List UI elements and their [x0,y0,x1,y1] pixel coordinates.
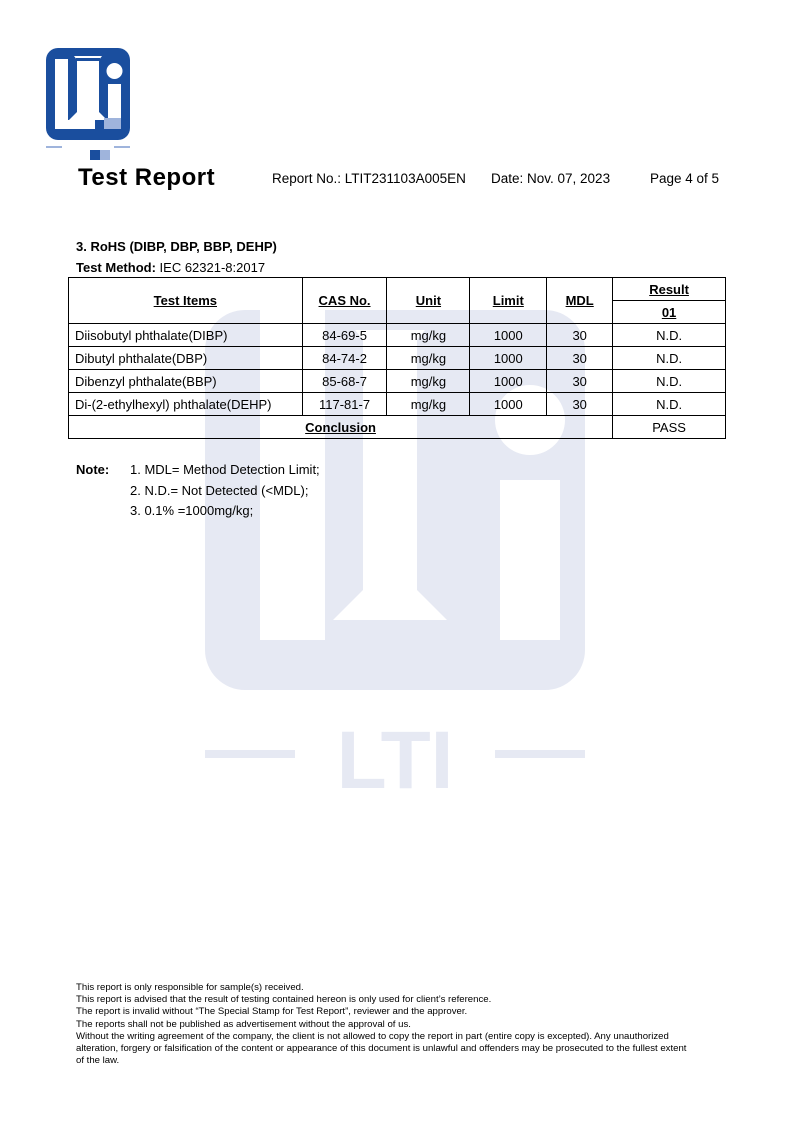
cell-cas: 85-68-7 [302,370,387,393]
table-header-row [69,278,726,301]
report-number: Report No.: LTIT231103A005EN [272,171,466,186]
cell-mdl: 30 [547,393,613,416]
svg-text:LTI: LTI [336,715,454,790]
test-method-label: Test Method: [76,260,156,275]
cell-result: N.D. [613,347,726,370]
cell-item: Di-(2-ethylhexyl) phthalate(DEHP) [69,393,303,416]
footer-line: Without the writing agreement of the company, the client is not allowed to copy the report in part (entire copy is excepted). Any unauthorized alteration, forgery or falsification of the content or appearance of this document is unlawful and offenders may be prosecuted to the fullest extent of the law. [76,1030,687,1067]
cell-cas: 84-74-2 [302,347,387,370]
notes-label: Note: [76,462,110,477]
header-result-sample: 01 [613,301,726,324]
footer-line: The report is invalid without “The Special Stamp for Test Report”, reviewer and the approver. [76,1006,468,1018]
cell-limit: 1000 [470,393,547,416]
conclusion-row [69,416,726,439]
header-limit: Limit [470,278,547,324]
header-unit: Unit [387,278,470,324]
cell-item: Dibenzyl phthalate(BBP) [69,370,303,393]
section-title: 3. RoHS (DIBP, DBP, BBP, DEHP) [76,239,277,254]
page-number: Page 4 of 5 [650,171,720,186]
table-row [69,324,726,347]
cell-result: N.D. [613,393,726,416]
conclusion-label: Conclusion [69,416,613,439]
report-title: Test Report [78,164,216,191]
cell-result: N.D. [613,324,726,347]
cell-mdl: 30 [547,347,613,370]
lti-logo-icon [46,48,132,160]
header-cas-no: CAS No. [302,278,387,324]
footer-line: This report is only responsible for sample(s) received. [76,982,304,993]
table-row [69,347,726,370]
cell-unit: mg/kg [387,393,470,416]
list-item: 1. MDL= Method Detection Limit; [130,462,320,477]
cell-unit: mg/kg [387,370,470,393]
cell-mdl: 30 [547,370,613,393]
test-method-value: IEC 62321-8:2017 [159,260,266,275]
footer-line: This report is advised that the result of testing contained hereon is only used for client’s reference. [76,994,492,1006]
cell-cas: 84-69-5 [302,324,387,347]
notes-list [130,462,530,524]
list-item: 2. N.D.= Not Detected (<MDL); [130,482,309,498]
cell-result: N.D. [613,370,726,393]
table-row [69,370,726,393]
cell-limit: 1000 [470,370,547,393]
table-row [69,393,726,416]
report-header [0,164,794,194]
cell-unit: mg/kg [387,347,470,370]
header-result: Result [613,278,726,301]
cell-unit: mg/kg [387,324,470,347]
test-method [76,260,265,275]
conclusion-value: PASS [613,416,726,439]
cell-mdl: 30 [547,324,613,347]
cell-item: Dibutyl phthalate(DBP) [69,347,303,370]
header-mdl: MDL [547,278,613,324]
footer-disclaimer [76,982,696,1067]
report-date: Date: Nov. 07, 2023 [491,171,611,186]
cell-cas: 117-81-7 [302,393,387,416]
cell-limit: 1000 [470,324,547,347]
footer-line: The reports shall not be published as advertisement without the approval of us. [76,1018,411,1030]
cell-item: Diisobutyl phthalate(DIBP) [69,324,303,347]
header-test-items: Test Items [69,278,303,324]
results-table [68,277,726,439]
cell-limit: 1000 [470,347,547,370]
list-item: 3. 0.1% =1000mg/kg; [130,503,254,518]
